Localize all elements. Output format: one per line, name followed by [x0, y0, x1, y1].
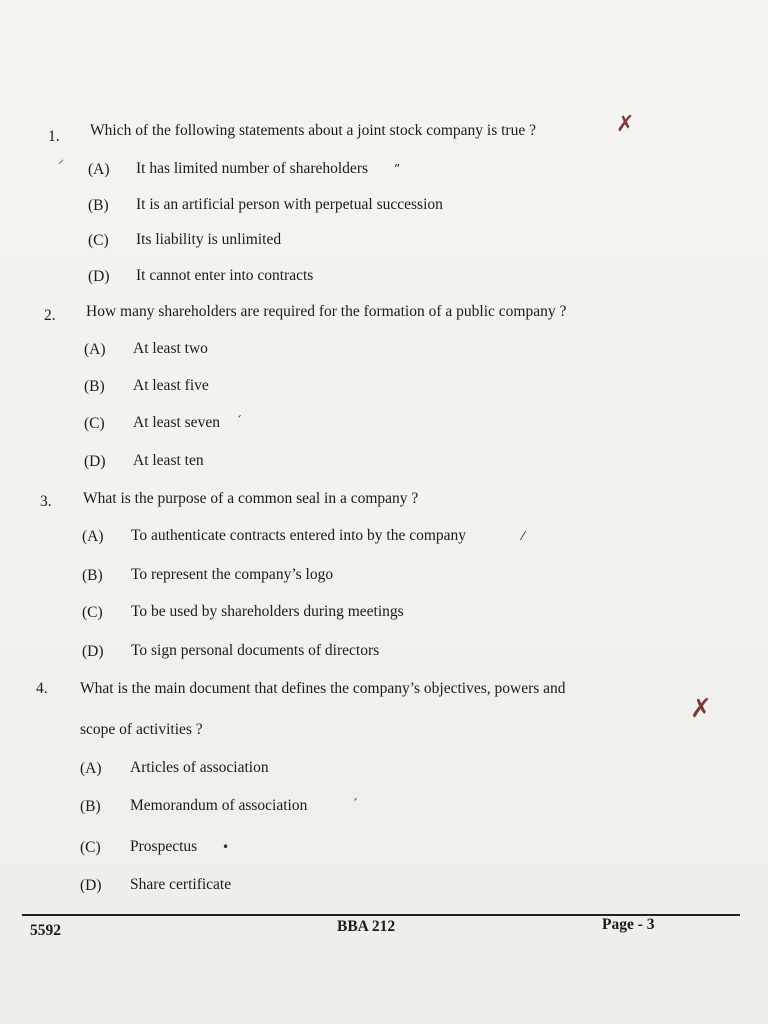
question-3-option-a-text: To authenticate contracts entered into by the company	[131, 527, 467, 544]
question-1-number: 1.	[48, 128, 60, 145]
question-3-option-d-letter: (D)	[82, 643, 104, 660]
question-3-number: 3.	[40, 493, 52, 510]
question-3-option-c-letter: (C)	[82, 604, 103, 621]
question-2-option-b-text: At least five	[133, 377, 209, 394]
handwritten-cross-mark-2: ✗	[690, 694, 712, 724]
question-1-option-b-text: It is an artificial person with perpetual succession	[136, 196, 443, 213]
question-3-option-b-letter: (B)	[82, 567, 103, 584]
question-2-text: How many shareholders are required for the formation of a public company ?	[86, 303, 567, 320]
pen-tick-mark: ˊ	[352, 797, 358, 811]
pen-dot-mark: ˮ	[394, 162, 401, 176]
question-2-option-d-text: At least ten	[133, 452, 204, 469]
question-4-option-c-text: Prospectus	[130, 838, 198, 855]
question-3-option-d-text: To sign personal documents of directors	[131, 642, 380, 659]
question-1-option-d-text: It cannot enter into contracts	[136, 267, 314, 284]
question-4-option-a-letter: (A)	[80, 760, 102, 777]
question-3-option-c-text: To be used by shareholders during meetings	[131, 603, 404, 620]
footer-paper-code: 5592	[30, 922, 61, 939]
question-3-text: What is the purpose of a common seal in a company ?	[83, 490, 419, 507]
question-4-option-b-text: Memorandum of association	[130, 797, 308, 814]
question-2-number: 2.	[44, 307, 56, 324]
question-1-option-a-letter: (A)	[88, 161, 110, 178]
question-4-text: What is the main document that defines the company’s objectives, powers and	[80, 680, 566, 697]
question-3-option-a-letter: (A)	[82, 528, 104, 545]
handwritten-cross-mark: ✗	[616, 112, 635, 137]
question-4-option-a-text: Articles of association	[130, 759, 269, 776]
question-2-option-b-letter: (B)	[84, 378, 105, 395]
question-1-option-a-text: It has limited number of shareholders	[136, 160, 369, 177]
pen-dot-mark: •	[222, 840, 230, 854]
question-2-option-c-letter: (C)	[84, 415, 105, 432]
question-4-number: 4.	[36, 680, 48, 697]
question-1-option-c-letter: (C)	[88, 232, 109, 249]
footer-course-code: BBA 212	[337, 918, 396, 935]
question-4-option-b-letter: (B)	[80, 798, 101, 815]
question-1-option-c-text: Its liability is unlimited	[136, 231, 282, 248]
question-4-option-c-letter: (C)	[80, 839, 101, 856]
question-4-option-d-text: Share certificate	[130, 876, 232, 893]
question-4-text-continued: scope of activities ?	[80, 721, 203, 738]
question-2-option-c-text: At least seven	[133, 414, 220, 431]
question-1-text: Which of the following statements about a joint stock company is true ?	[90, 122, 536, 139]
pen-dot-mark: ˊ	[236, 414, 242, 428]
question-2-option-d-letter: (D)	[84, 453, 106, 470]
question-1-option-d-letter: (D)	[88, 268, 110, 285]
footer-page-number: Page - 3	[602, 916, 655, 933]
question-1-option-b-letter: (B)	[88, 197, 109, 214]
question-4-option-d-letter: (D)	[80, 877, 102, 894]
question-2-option-a-letter: (A)	[84, 341, 106, 358]
question-3-option-b-text: To represent the company’s logo	[131, 566, 334, 583]
question-2-option-a-text: At least two	[133, 340, 208, 357]
pen-tick-mark: ⁄	[522, 529, 525, 543]
pen-tick-mark: ⸝	[58, 152, 65, 166]
